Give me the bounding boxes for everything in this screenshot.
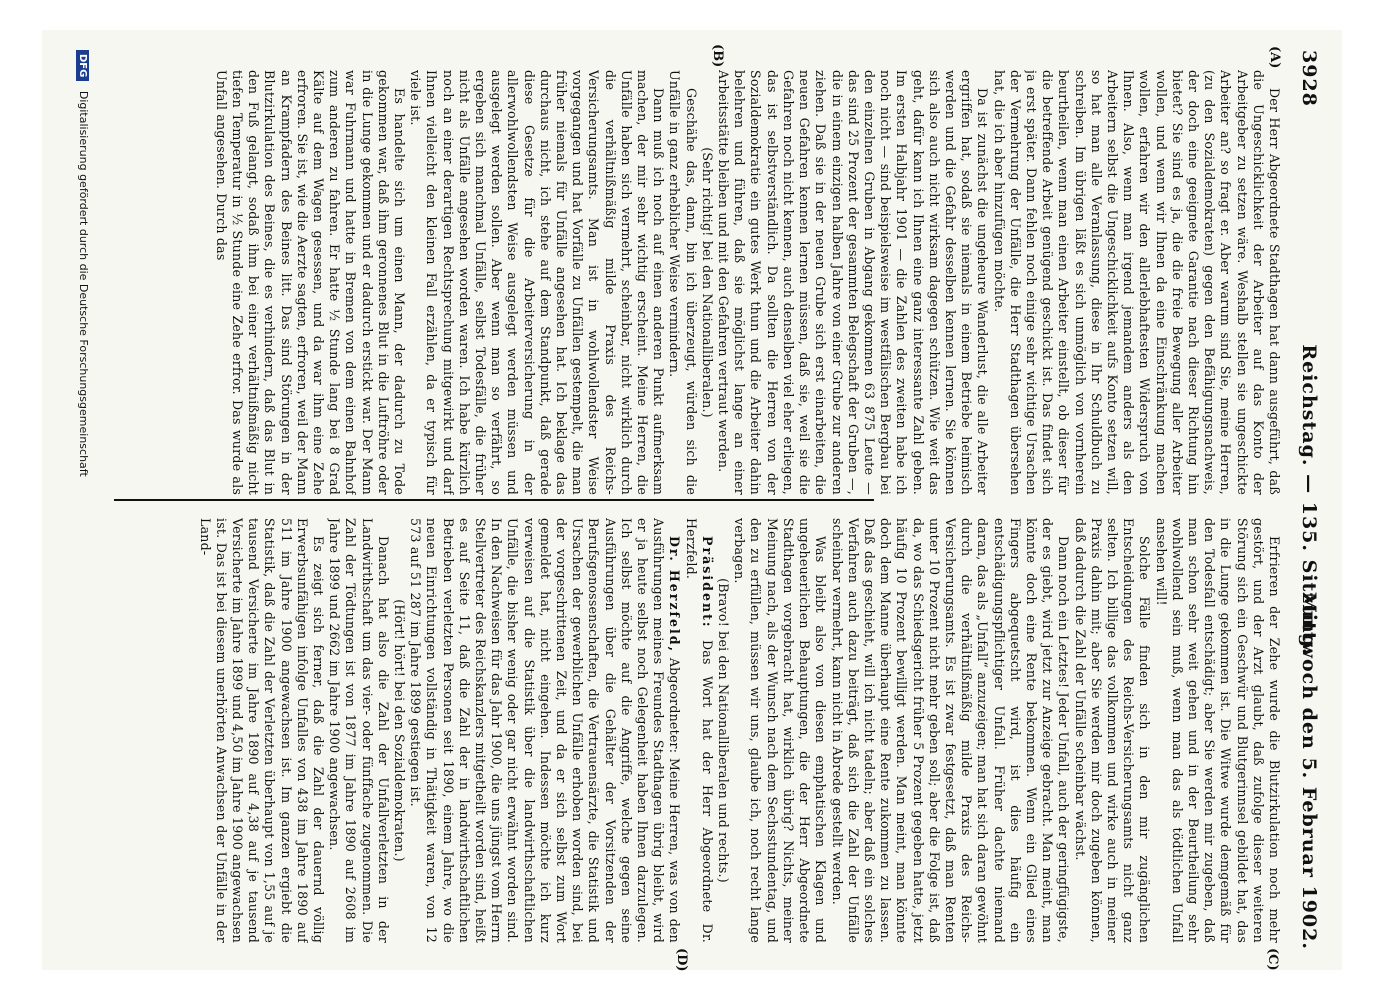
paragraph: Solche Fälle finden sich in den mir zugänglichen Entscheidungen des Reichs-Versicherungsamts nicht ganz selten. Ich billige das vollkommen und wirke auch in meiner Praxis dahin mit; aber Sie werden mir doch zugeben können, daß dadurch die Zahl der Unfälle scheinbar wächst. — [1072, 518, 1152, 943]
paragraph: Dann noch ein Letztes! Jeder Unfall, auch der geringfügigste, der es giebt, wird jetzt zur Anzeige gebracht. Man meint, man könnte doch eine Rente bekommen. Wenn ein Glied eines Fingers abgequetscht wird, ist dies häufig ein entschädigungspflichtiger Unfall. Früher dachte niemand daran, das als „Unfall“ anzuzeigen; man hat sich daran gewöhnt durch die verhältnißmäßig milde Praxis des Reichs-Versicherungsamts. Es ist zwar festgesetzt, daß man Renten unter 10 Prozent nicht mehr geben soll; aber die Folge ist, daß da, wo das Schiedsgericht früher 5 Prozent gegeben hatte, jetzt häufig 10 Prozent bewilligt werden. Man meint, man könnte doch dem Manne überhaupt eine Rente zukommen zu lassen. Daß das geschieht, will ich nicht tadeln; aber daß ein solches Verfahren auch dazu beiträgt, daß sich die Zahl der Unfälle scheinbar vermehrt, kann nicht in Abrede gestellt werden. — [829, 518, 1071, 943]
interjection: (Hört! hört! bei den Sozialdemokraten.) — [391, 599, 407, 862]
column-divider — [114, 499, 874, 501]
paragraph: Geschähe das, dann, bin ich überzeugt, würden sich die Unfälle in ganz erheblicher Weise vermindern. — [666, 70, 699, 495]
speaker-name: Dr. Herzfeld, — [666, 536, 682, 653]
left-column — [112, 70, 1282, 495]
speaker-text: Abgeordneter: Meine Herren, was von den Ausführungen meines Freundes Stadthagen übrig bleibt, wird er ja heute selbst noch Gelegenheit haben Ihnen darzulegen. Ich selbst möchte auf die Angriffe, welche gegen seine Ausführungen über die Gehälter der Vorsitzenden der Berufsgenossenschaften, die Vertrauensärzte, die Statistik und Ursachen der gewerblichen Unfälle erhoben worden sind, bei der vorgeschrittenen Zeit, und da er sich selbst zum Wort gemeldet hat, nicht eingehen. Indessen möchte ich kurz verweisen auf die Statistik über die landwirthschaftlichen Unfälle, die bisher wenig oder gar nicht erwähnt worden sind. In den Nachweisen für das Jahr 1900, die uns jüngst vom Herrn Stellvertreter des Reichskanzlers mitgetheilt worden sind, heißt es auf Seite 11, daß die Zahl der in landwirthschaftlichen Betrieben verletzten Personen seit 1890, einem Jahre, wo die neuen Einrichtungen vollständig in Thätigkeit waren, von 12 573 auf 51 287 im Jahre 1899 gestiegen ist. — [407, 518, 682, 943]
speaker-line — [682, 518, 714, 943]
paragraph: Danach hat also die Zahl der Unfallverletzten in der Landwirthschaft um das vier- oder fünffache zugenommen. Die Zahl der Tödtungen ist von 1877 im Jahre 1890 auf 2608 im Jahre 1899 und 2662 im Jahre 1900 angewachsen. — [326, 518, 391, 943]
interjection: (Bravo! bei den Nationalliberalen und rechts.) — [715, 578, 731, 883]
interjection: (Sehr richtig! bei den Nationalliberalen.) — [699, 147, 715, 418]
credit-text: Digitalisierung gefördert durch die Deutsche Forschungsgemeinschaft — [76, 90, 90, 477]
margin-marker-b: (B) — [709, 44, 725, 68]
page-header — [1290, 50, 1324, 950]
document-page — [42, 30, 1342, 970]
page-number: 3928 — [1297, 50, 1320, 107]
margin-marker-c: (C) — [1264, 948, 1280, 971]
paragraph: Erfrieren der Zehe wurde die Blutzirkulation noch mehr gestört, und der Arzt glaubt, daß zufolge dieser weiteren Störung sich ein Geschwür und Blutgerinnsel gebildet hat, das in die Lunge gekommen ist. Die Witwe wurde demgemäß für den Todesfall entschädigt; aber Sie werden mir zugeben, daß man schon sehr weit gehen und in der Beurtheilung sehr wohlwollend sein muß, wenn man das als tödtlichen Unfall ansehen will! — [1153, 518, 1282, 943]
right-column — [112, 518, 1282, 943]
speaker-text: Das Wort hat der Herr Abgeordnete Dr. Herzfeld. — [683, 518, 715, 943]
digitization-credit — [76, 50, 90, 950]
session-title: Reichstag. — 135. Sitzung. — [1297, 344, 1320, 656]
session-date: Mittwoch den 5. Februar 1902. — [1297, 591, 1320, 950]
paragraph: Es handelte sich um einen Mann, der dadurch zu Tode gekommen war, daß ihm geronnenes Blut in die Luftröhre oder in die Lunge gekommen und er dadurch erstickt war. Der Mann war Fuhrmann und hatte in Bremen von dem einen Bahnhof zum anderen zu fahren. Er hatte ½ Stunde lang bei 8 Grad Kälte auf dem Wagen gesessen, und da war ihm eine Zehe erfroren. Sie ist, wie die Aerzte sagten, erfroren, weil der Mann an Krampfadern des Beines litt. Das sind Störungen in der Blutzirkulation des Beines, die es verhindern, daß das Blut in den Fuß gelangt, sodaß ihm bei einer verhältnißmäßig nicht tiefen Temperatur in ½ Stunde eine Zehe erfror. Das wurde als Unfall angesehen. Durch das — [213, 70, 407, 495]
paragraph: Dann muß ich noch auf einen anderen Punkt aufmerksam machen, der mir sehr wichtig erscheint. Meine Herren, die Unfälle haben sich vermehrt, scheinbar, nicht wirklich durch die verhältnißmäßig milde Praxis des Reichs-Versicherungsamts. Man ist in wohlwollendster Weise vorgegangen und hat Vorfälle zu Unfällen gestempelt, die man früher niemals für Unfälle angesehen hat. Ich beklage das durchaus nicht, ich stehe auf dem Standpunkt, daß gerade diese Gesetze für die Arbeiterversicherung in der allerwohlwollendsten Weise ausgelegt werden müssen und ausgelegt werden sollen. Aber wenn man so verfährt, so ergeben sich manchmal Unfälle, selbst Todesfälle, die früher nicht als Unfälle angesehen worden waren. Ich habe kürzlich noch an einer derartigen Rechtsprechung mitgewirkt und darf Ihnen vielleicht den kleinen Fall erzählen, da er typisch für viele ist. — [407, 70, 666, 495]
margin-marker-a: (A) — [1266, 46, 1282, 69]
speaker-role: Präsident: — [699, 536, 715, 629]
paragraph: Der Herr Abgeordnete Stadthagen hat dann ausgeführt, daß die Ungeschicklichkeit der Arbeiter auf das Konto der Arbeitgeber zu setzen wäre. Weshalb stellen sie ungeschickte Arbeiter an? so fragt er. Aber warum sind Sie, meine Herren, (zu den Sozialdemokraten) gegen den Befähigungsnachweis, der doch eine geeignete Garantie nach dieser Richtung hin bietet? Sie sind es ja, die die freie Bewegung aller Arbeiter wollen, und wenn wir Ihnen da eine Einschränkung machen wollen, erfahren wir den allerlebhaftesten Widerspruch von Ihnen. Also, wenn man irgend jemandem anders als den Arbeitern selbst die Ungeschicklichkeit aufs Konto setzen will, so hat man alle Veranlassung, diese in Ihr Schuldbuch zu schreiben. Im übrigen läßt es sich unmöglich von vornherein beurtheilen, wenn man einen Arbeiter einstellt, ob dieser für die betreffende Arbeit genügend geschickt ist. Das findet sich ja erst später. Dann fehlen noch einige sehr wichtige Ursachen der Vermehrung der Unfälle, die Herr Stadthagen übersehen hat, die ich aber hinzufügen möchte. — [991, 70, 1282, 495]
speaker-line — [407, 518, 682, 943]
paragraph: Was bleibt also von diesen emphatischen Klagen und ungeheuerlichen Behauptungen, die der Herr Abgeordnete Stadthagen vorgebracht hat, wirklich übrig? Nichts, meiner Meinung nach, als der Wunsch nach dem Sechsstundentag, und den zu erfüllen, müssen wir uns, glaube ich, noch recht lange verbagen. — [731, 518, 828, 943]
margin-marker-d: (D) — [673, 948, 689, 972]
dfg-logo: DFG — [76, 50, 89, 81]
paragraph: Da ist zunächst die ungeheure Wanderlust, die alle Arbeiter ergriffen hat, sodaß sie niemals in einem Betriebe heimisch werden und die Gefahr desselben kennen lernen. Sie können sich also auch nicht wirksam dagegen schützen. Wie weit das geht, dafür kann ich Ihnen eine ganz interessante Zahl geben. Im ersten Halbjahr 1901 — die Zahlen des zweiten habe ich noch nicht — sind beispielsweise im westfälischen Bergbau bei den einzelnen Gruben in Abgang gekommen 63 875 Leute — das sind 25 Prozent der gesammten Belegschaft der Gruben —, die in einem einzigen halben Jahre von einer Grube zur anderen ziehen. Daß sie in der neuen Grube sich erst einarbeiten, die neuen Gefahren kennen lernen müssen, daß sie, weil sie die Gefahren noch nicht kennen, auch denselben viel eher erliegen, das ist selbstverständlich. Da sollten die Herren von der Sozialdemokratie ein gutes Werk thun und die Arbeiter dahin belehren und führen, daß sie möglichst lange an einer Arbeitsstätte bleiben und mit den Gefahren vertraut werden. — [715, 70, 990, 495]
paragraph: Es zeigt sich ferner, daß die Zahl der dauernd völlig Erwerbsunfähigen infolge Unfalles von 438 im Jahre 1890 auf 511 im Jahre 1900 angewachsen ist. Im ganzen ergiebt die Statistik, daß die Zahl der Verletzten überhaupt von 1,55 auf je tausend Versicherte im Jahre 1890 auf 4,38 auf je tausend Versicherte im Jahre 1899 und 4,50 im Jahre 1900 angewachsen ist. Das ist bei diesem unerhörten Anwachsen der Unfälle in der Land- — [197, 518, 326, 943]
